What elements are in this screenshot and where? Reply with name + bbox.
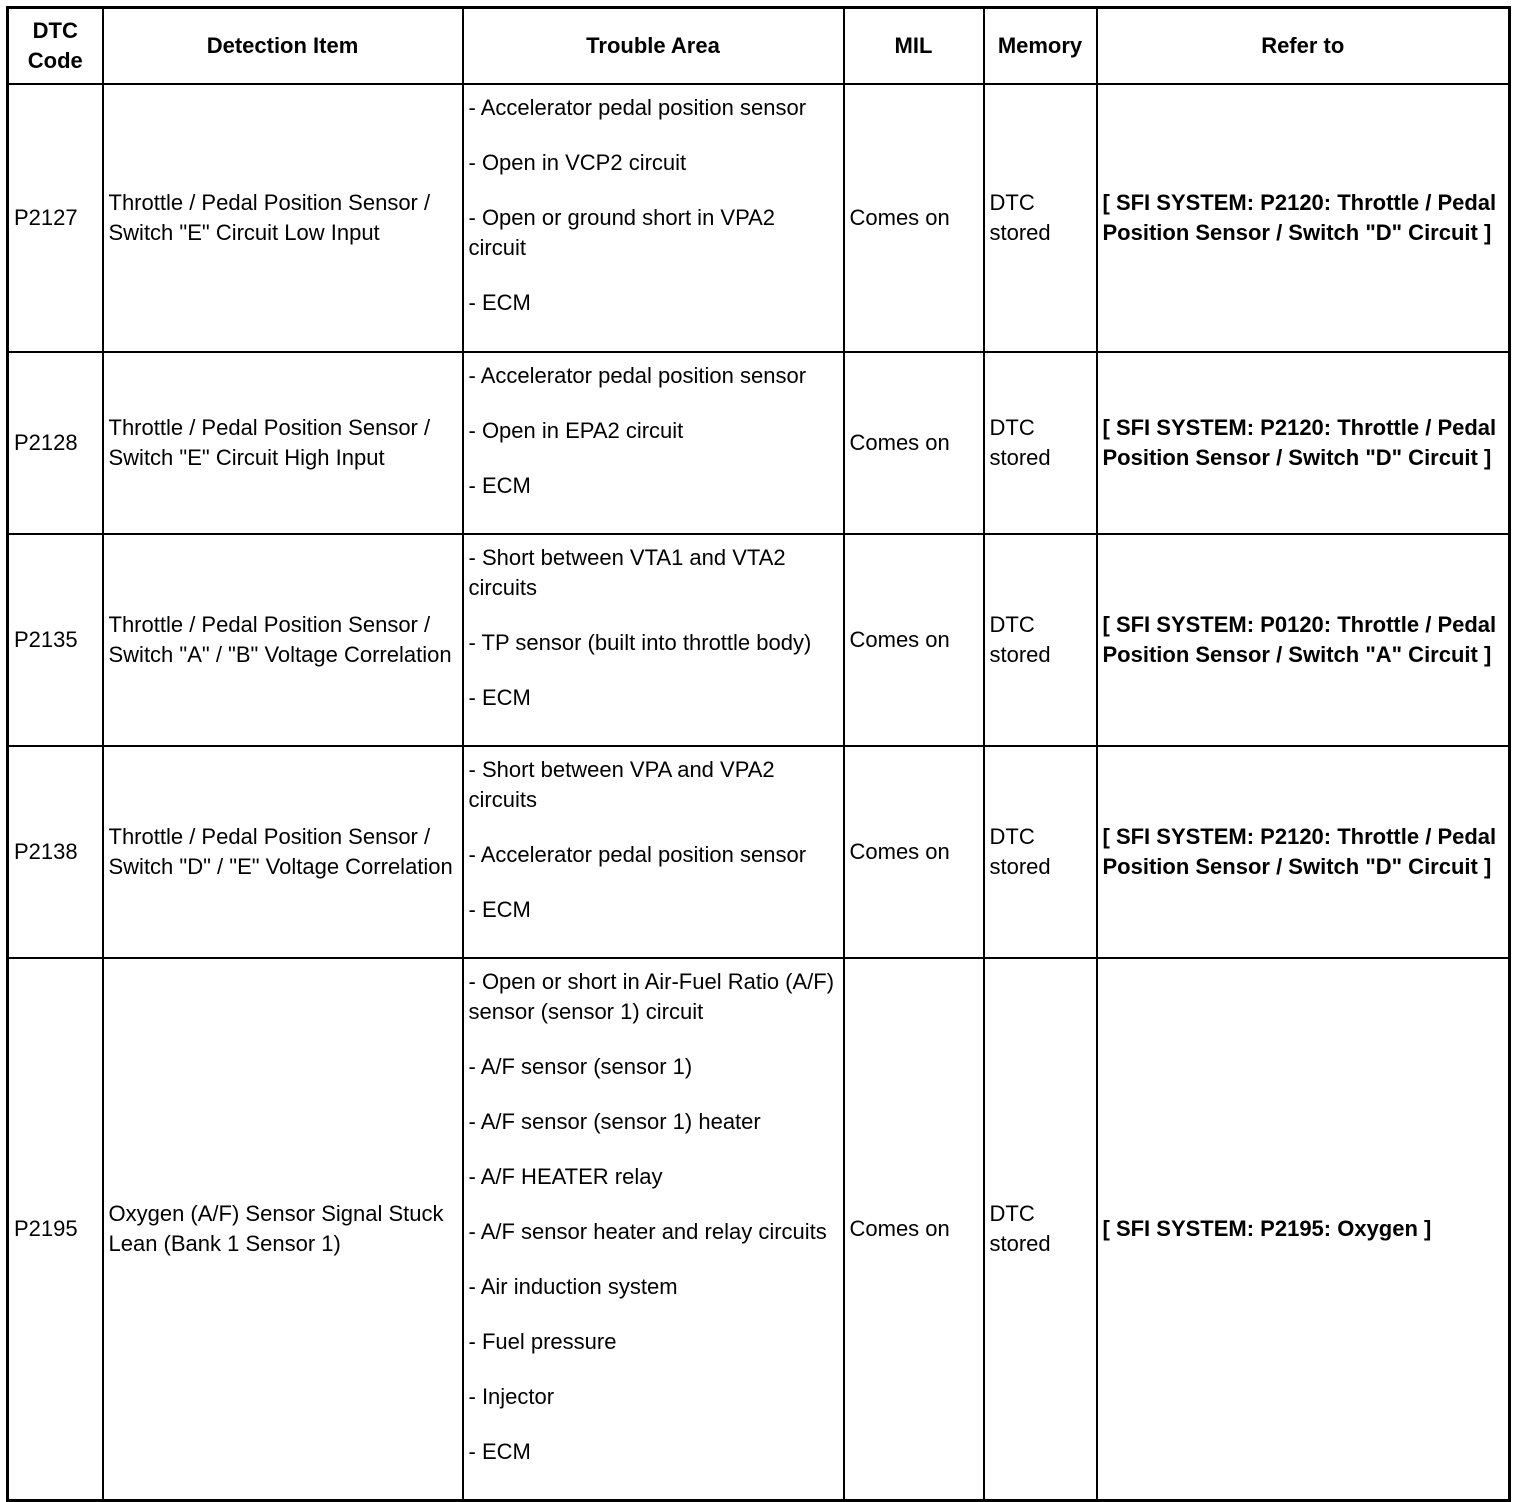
dtc-code: P2127 [8,84,103,352]
dtc-code: P2128 [8,352,103,534]
trouble-item: - ECM [468,685,531,710]
trouble-item: - ECM [468,1439,531,1464]
trouble-item: - TP sensor (built into throttle body) [468,630,812,655]
trouble-item: - Open in VCP2 circuit [468,150,687,175]
trouble-item: - Open or short in Air-Fuel Ratio (A/F) sensor (sensor 1) circuit [468,969,835,1024]
trouble-item: - Open in EPA2 circuit [468,418,684,443]
detection-item: Throttle / Pedal Position Sensor / Switch "D" / "E" Voltage Correlation [103,746,463,958]
refer-to-link[interactable]: [ SFI SYSTEM: P2120: Throttle / Pedal Position Sensor / Switch "D" Circuit ] [1097,84,1510,352]
header-dtc-code: DTC Code [8,8,103,85]
dtc-table [6,6,1511,1502]
detection-item: Oxygen (A/F) Sensor Signal Stuck Lean (Bank 1 Sensor 1) [103,958,463,1500]
header-trouble-area: Trouble Area [463,8,844,85]
trouble-item: - Accelerator pedal position sensor [468,95,807,120]
memory-status: DTC stored [984,352,1097,534]
detection-item: Throttle / Pedal Position Sensor / Switch "E" Circuit High Input [103,352,463,534]
detection-item: Throttle / Pedal Position Sensor / Switch "E" Circuit Low Input [103,84,463,352]
trouble-item: - A/F sensor (sensor 1) heater [468,1109,761,1134]
trouble-area [463,746,844,958]
trouble-item: - Accelerator pedal position sensor [468,363,807,388]
mil-status: Comes on [844,352,984,534]
header-refer-to: Refer to [1097,8,1510,85]
memory-status: DTC stored [984,958,1097,1500]
trouble-item: - Air induction system [468,1274,678,1299]
trouble-item: - Open or ground short in VPA2 circuit [468,205,776,260]
refer-to-link[interactable]: [ SFI SYSTEM: P2195: Oxygen ] [1097,958,1510,1500]
memory-status: DTC stored [984,746,1097,958]
mil-status: Comes on [844,84,984,352]
trouble-item: - Fuel pressure [468,1329,617,1354]
header-mil: MIL [844,8,984,85]
memory-status: DTC stored [984,84,1097,352]
table-row [8,958,1510,1500]
table-row [8,534,1510,746]
refer-to-link[interactable]: [ SFI SYSTEM: P2120: Throttle / Pedal Position Sensor / Switch "D" Circuit ] [1097,746,1510,958]
trouble-item: - Injector [468,1384,555,1409]
trouble-area [463,958,844,1500]
trouble-item: - ECM [468,897,531,922]
trouble-area [463,352,844,534]
header-detection-item: Detection Item [103,8,463,85]
dtc-code: P2138 [8,746,103,958]
mil-status: Comes on [844,958,984,1500]
detection-item: Throttle / Pedal Position Sensor / Switch "A" / "B" Voltage Correlation [103,534,463,746]
trouble-item: - A/F HEATER relay [468,1164,663,1189]
table-row [8,84,1510,352]
mil-status: Comes on [844,534,984,746]
trouble-item: - A/F sensor (sensor 1) [468,1054,693,1079]
header-memory: Memory [984,8,1097,85]
dtc-code: P2195 [8,958,103,1500]
table-row [8,352,1510,534]
trouble-item: - Short between VPA and VPA2 circuits [468,757,775,812]
mil-status: Comes on [844,746,984,958]
header-row [8,8,1510,85]
refer-to-link[interactable]: [ SFI SYSTEM: P0120: Throttle / Pedal Position Sensor / Switch "A" Circuit ] [1097,534,1510,746]
trouble-item: - Short between VTA1 and VTA2 circuits [468,545,786,600]
refer-to-link[interactable]: [ SFI SYSTEM: P2120: Throttle / Pedal Position Sensor / Switch "D" Circuit ] [1097,352,1510,534]
trouble-item: - ECM [468,290,531,315]
trouble-item: - A/F sensor heater and relay circuits [468,1219,827,1244]
trouble-item: - ECM [468,473,531,498]
dtc-code: P2135 [8,534,103,746]
trouble-area [463,534,844,746]
table-row [8,746,1510,958]
trouble-area [463,84,844,352]
memory-status: DTC stored [984,534,1097,746]
trouble-item: - Accelerator pedal position sensor [468,842,807,867]
